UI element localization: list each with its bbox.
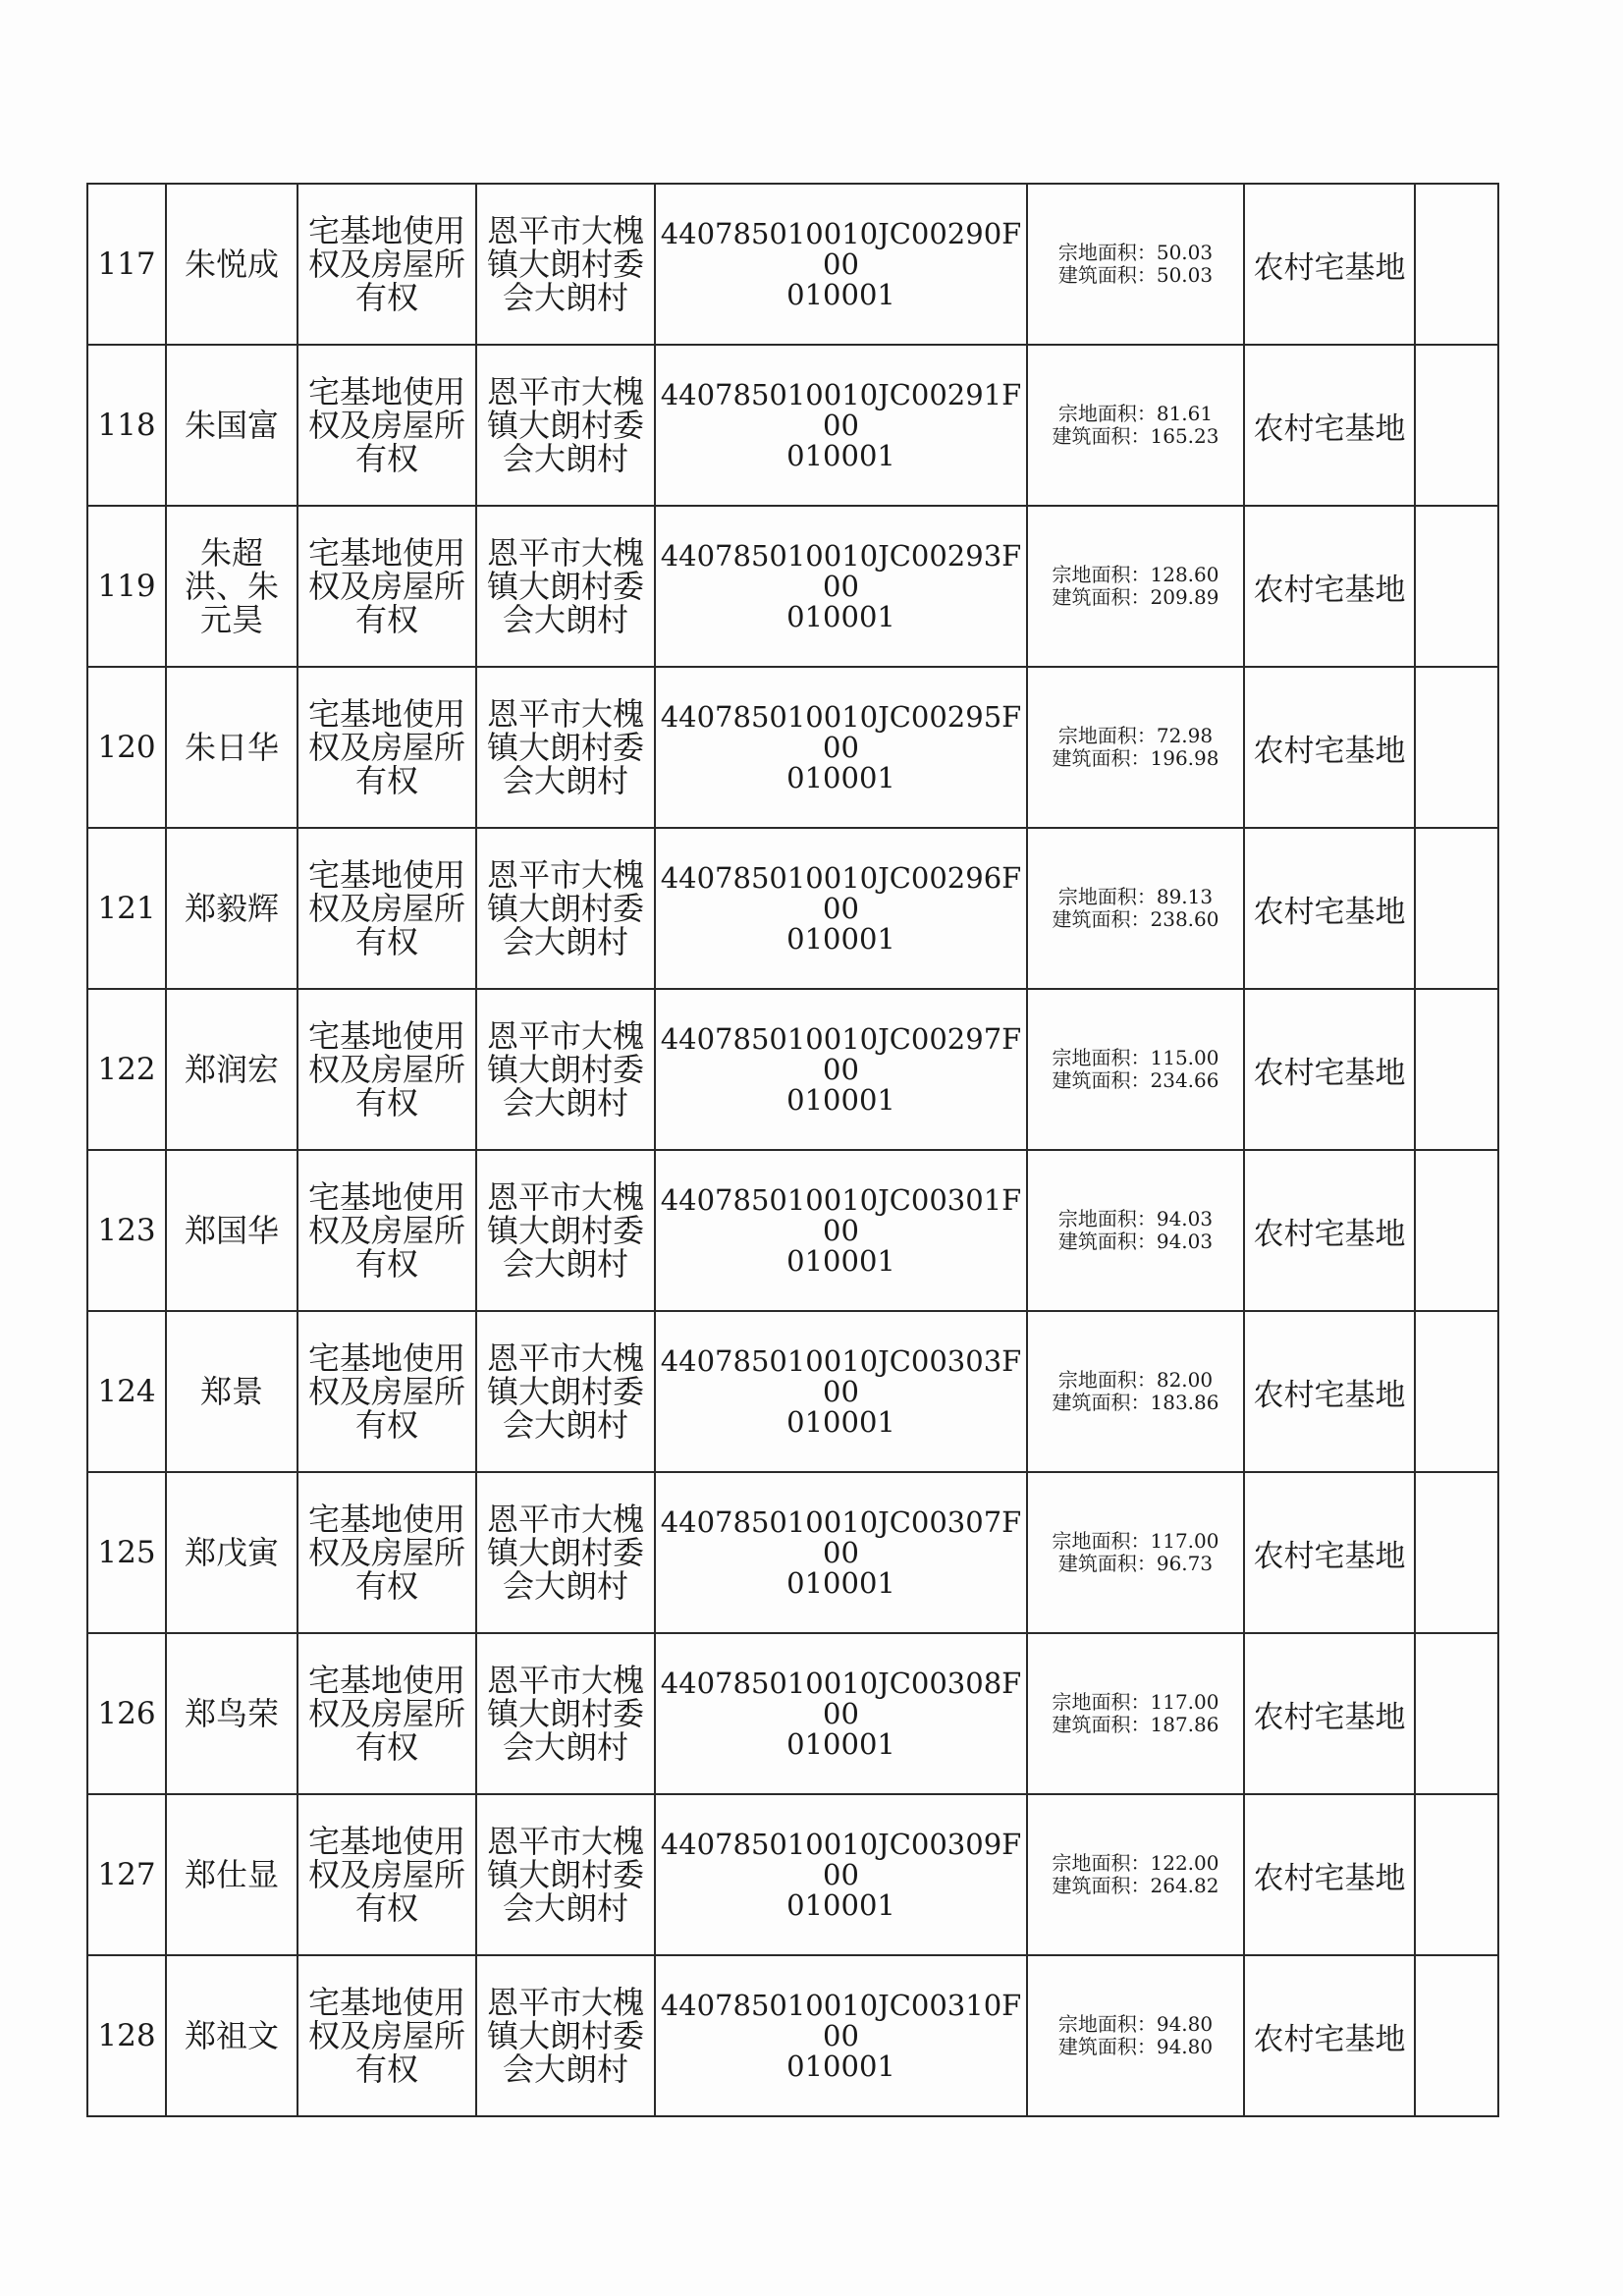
row-number: 120 [87,667,166,828]
area-info [1027,667,1244,828]
owner-name: 郑鸟荣 [166,1633,298,1794]
area-info [1027,1633,1244,1794]
right-type: 宅基地使用权及房屋所有权 [298,1311,476,1472]
unit-code-line1: 440785010010JC00291F00 [660,377,1022,442]
owner-name: 郑毅辉 [166,828,298,989]
table-row [87,667,1498,828]
land-use: 农村宅基地 [1244,345,1415,506]
table-row [87,1472,1498,1633]
property-location: 恩平市大槐镇大朗村委会大朗村 [476,1311,655,1472]
unit-code-line1: 440785010010JC00303F00 [660,1343,1022,1408]
unit-code [655,345,1027,506]
remarks [1415,1150,1498,1311]
row-number: 119 [87,506,166,667]
row-number: 123 [87,1150,166,1311]
row-number: 128 [87,1955,166,2116]
property-location: 恩平市大槐镇大朗村委会大朗村 [476,667,655,828]
remarks [1415,667,1498,828]
property-registry-table [86,183,1499,2117]
property-location: 恩平市大槐镇大朗村委会大朗村 [476,828,655,989]
land-use: 农村宅基地 [1244,1150,1415,1311]
area-info [1027,828,1244,989]
land-area: 宗地面积：128.60 [1052,563,1219,586]
owner-name: 郑景 [166,1311,298,1472]
right-type: 宅基地使用权及房屋所有权 [298,828,476,989]
land-area: 宗地面积：94.80 [1057,2012,1214,2036]
land-use: 农村宅基地 [1244,1311,1415,1472]
land-area: 宗地面积：50.03 [1057,241,1214,264]
owner-name: 朱国富 [166,345,298,506]
land-area: 宗地面积：117.00 [1052,1690,1219,1714]
building-area: 建筑面积：165.23 [1052,424,1219,448]
unit-code-line2: 010001 [786,1243,895,1278]
unit-code [655,1633,1027,1794]
table-row [87,506,1498,667]
right-type: 宅基地使用权及房屋所有权 [298,345,476,506]
area-info [1027,989,1244,1150]
land-area: 宗地面积：122.00 [1052,1851,1219,1875]
building-area: 建筑面积：196.98 [1052,746,1219,770]
unit-code-line2: 010001 [786,1565,895,1600]
unit-code [655,184,1027,345]
remarks [1415,828,1498,989]
row-number: 117 [87,184,166,345]
unit-code [655,1955,1027,2116]
table-row [87,345,1498,506]
table-row [87,828,1498,989]
building-area: 建筑面积：209.89 [1052,585,1219,609]
land-use: 农村宅基地 [1244,1472,1415,1633]
property-location: 恩平市大槐镇大朗村委会大朗村 [476,1150,655,1311]
property-location: 恩平市大槐镇大朗村委会大朗村 [476,506,655,667]
right-type: 宅基地使用权及房屋所有权 [298,1150,476,1311]
right-type: 宅基地使用权及房屋所有权 [298,1633,476,1794]
unit-code-line1: 440785010010JC00297F00 [660,1021,1022,1086]
area-info [1027,345,1244,506]
table-row [87,184,1498,345]
area-info [1027,1311,1244,1472]
land-area: 宗地面积：81.61 [1057,402,1214,425]
building-area: 建筑面积：94.80 [1057,2035,1214,2058]
row-number: 121 [87,828,166,989]
building-area: 建筑面积：187.86 [1052,1713,1219,1736]
row-number: 124 [87,1311,166,1472]
owner-name: 郑祖文 [166,1955,298,2116]
unit-code-line2: 010001 [786,277,895,311]
property-location: 恩平市大槐镇大朗村委会大朗村 [476,1794,655,1955]
unit-code-line2: 010001 [786,1404,895,1439]
table-row [87,1794,1498,1955]
registry-body [87,184,1498,2116]
remarks [1415,989,1498,1150]
right-type: 宅基地使用权及房屋所有权 [298,667,476,828]
right-type: 宅基地使用权及房屋所有权 [298,1472,476,1633]
owner-name: 郑国华 [166,1150,298,1311]
unit-code [655,506,1027,667]
table-row [87,989,1498,1150]
property-location: 恩平市大槐镇大朗村委会大朗村 [476,184,655,345]
area-info [1027,184,1244,345]
land-area: 宗地面积：117.00 [1052,1529,1219,1553]
right-type: 宅基地使用权及房屋所有权 [298,506,476,667]
unit-code [655,667,1027,828]
row-number: 126 [87,1633,166,1794]
unit-code-line2: 010001 [786,438,895,472]
land-area: 宗地面积：82.00 [1057,1368,1214,1392]
unit-code-line2: 010001 [786,1082,895,1117]
building-area: 建筑面积：183.86 [1052,1391,1219,1414]
remarks [1415,1955,1498,2116]
land-area: 宗地面积：115.00 [1052,1046,1219,1069]
right-type: 宅基地使用权及房屋所有权 [298,1794,476,1955]
owner-name: 郑戊寅 [166,1472,298,1633]
unit-code-line2: 010001 [786,1726,895,1761]
unit-code-line1: 440785010010JC00290F00 [660,216,1022,281]
area-info [1027,1150,1244,1311]
remarks [1415,1472,1498,1633]
building-area: 建筑面积：234.66 [1052,1068,1219,1092]
unit-code-line1: 440785010010JC00296F00 [660,860,1022,925]
owner-name: 朱悦成 [166,184,298,345]
unit-code-line1: 440785010010JC00307F00 [660,1504,1022,1569]
unit-code [655,1150,1027,1311]
remarks [1415,345,1498,506]
land-area: 宗地面积：72.98 [1057,724,1214,747]
right-type: 宅基地使用权及房屋所有权 [298,184,476,345]
remarks [1415,1794,1498,1955]
land-area: 宗地面积：94.03 [1057,1207,1214,1230]
property-location: 恩平市大槐镇大朗村委会大朗村 [476,1955,655,2116]
property-location: 恩平市大槐镇大朗村委会大朗村 [476,1633,655,1794]
remarks [1415,1633,1498,1794]
remarks [1415,1311,1498,1472]
table-row [87,1150,1498,1311]
land-use: 农村宅基地 [1244,184,1415,345]
unit-code [655,1794,1027,1955]
area-info [1027,1794,1244,1955]
unit-code [655,1311,1027,1472]
property-location: 恩平市大槐镇大朗村委会大朗村 [476,989,655,1150]
property-location: 恩平市大槐镇大朗村委会大朗村 [476,345,655,506]
land-use: 农村宅基地 [1244,506,1415,667]
row-number: 127 [87,1794,166,1955]
unit-code-line1: 440785010010JC00308F00 [660,1666,1022,1730]
right-type: 宅基地使用权及房屋所有权 [298,1955,476,2116]
row-number: 125 [87,1472,166,1633]
building-area: 建筑面积：238.60 [1052,907,1219,931]
land-use: 农村宅基地 [1244,1633,1415,1794]
table-row [87,1311,1498,1472]
building-area: 建筑面积：264.82 [1052,1874,1219,1897]
unit-code-line1: 440785010010JC00295F00 [660,699,1022,764]
remarks [1415,506,1498,667]
land-use: 农村宅基地 [1244,667,1415,828]
unit-code-line2: 010001 [786,2049,895,2083]
right-type: 宅基地使用权及房屋所有权 [298,989,476,1150]
area-info [1027,1472,1244,1633]
unit-code [655,828,1027,989]
row-number: 122 [87,989,166,1150]
owner-name: 郑仕显 [166,1794,298,1955]
land-use: 农村宅基地 [1244,989,1415,1150]
owner-name: 朱超洪、朱元昊 [166,506,298,667]
row-number: 118 [87,345,166,506]
unit-code-line2: 010001 [786,760,895,794]
land-use: 农村宅基地 [1244,1955,1415,2116]
unit-code-line2: 010001 [786,599,895,633]
building-area: 建筑面积：50.03 [1057,263,1214,287]
unit-code [655,989,1027,1150]
land-area: 宗地面积：89.13 [1057,885,1214,908]
unit-code-line1: 440785010010JC00310F00 [660,1988,1022,2052]
unit-code-line2: 010001 [786,921,895,956]
area-info [1027,506,1244,667]
property-location: 恩平市大槐镇大朗村委会大朗村 [476,1472,655,1633]
unit-code-line1: 440785010010JC00293F00 [660,538,1022,603]
building-area: 建筑面积：94.03 [1057,1230,1214,1253]
table-row [87,1633,1498,1794]
land-use: 农村宅基地 [1244,828,1415,989]
table-row [87,1955,1498,2116]
unit-code-line1: 440785010010JC00309F00 [660,1827,1022,1891]
unit-code-line1: 440785010010JC00301F00 [660,1182,1022,1247]
owner-name: 郑润宏 [166,989,298,1150]
remarks [1415,184,1498,345]
land-use: 农村宅基地 [1244,1794,1415,1955]
unit-code-line2: 010001 [786,1887,895,1922]
owner-name: 朱日华 [166,667,298,828]
unit-code [655,1472,1027,1633]
building-area: 建筑面积：96.73 [1057,1552,1214,1575]
area-info [1027,1955,1244,2116]
